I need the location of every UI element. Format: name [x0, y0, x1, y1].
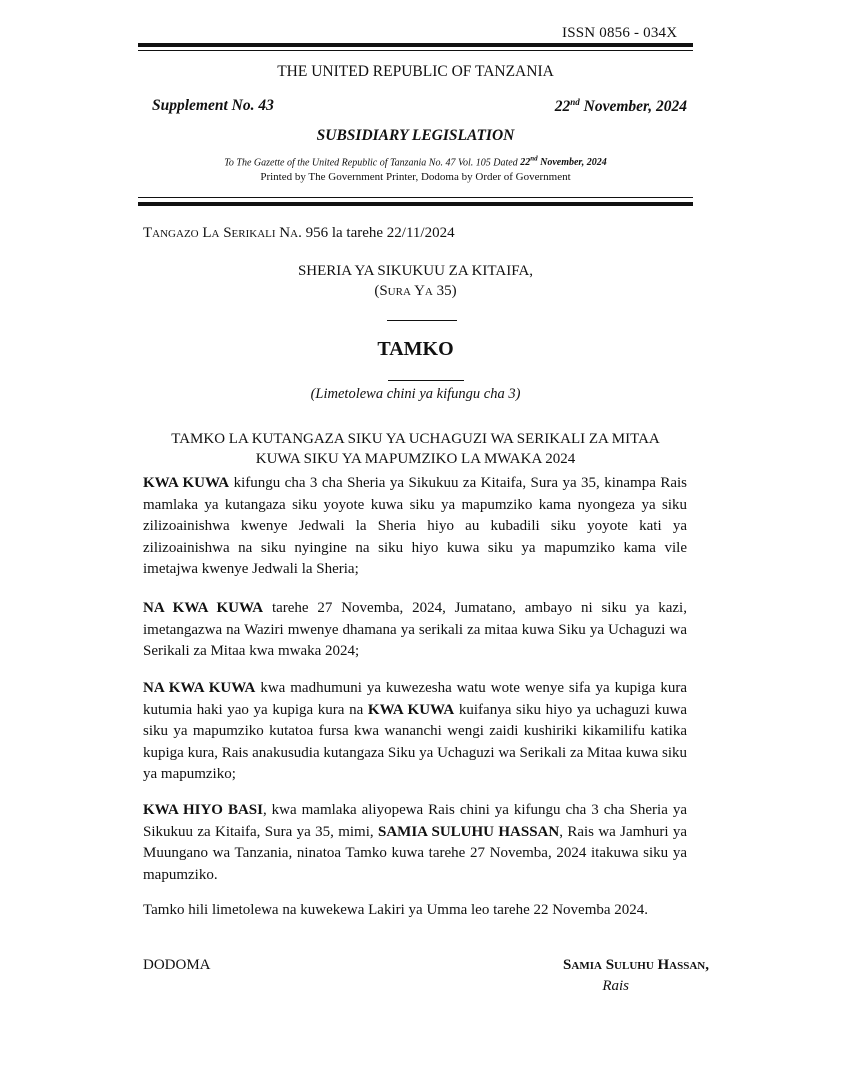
issn-number: ISSN 0856 - 034X [562, 25, 678, 41]
act-name: SHERIA YA SIKUKUU ZA KITAIFA, [297, 263, 534, 279]
header-top-thick-rule [138, 43, 693, 47]
printer-line: Printed by The Government Printer, Dodoma by Order of Government [260, 171, 571, 183]
gazette-reference: To The Gazette of the United Republic of Tanzania No. 47 Vol. 105 Dated 22nd November, 2024 [224, 155, 607, 169]
paragraph-issued: Tamko hili limetolewa na kuwekewa Lakiri ya Umma leo tarehe 22 Novemba 2024. [143, 902, 649, 918]
declaration-heading-line-2: KUWA SIKU YA MAPUMZIKO LA MWAKA 2024 [255, 451, 576, 468]
enabling-section-note: (Limetolewa chini ya kifungu cha 3) [310, 386, 521, 402]
paragraph-therefore: KWA HIYO BASI, kwa mamlaka aliyopewa Rais chini ya kifungu cha 3 cha Sheria ya Sikukuu za Kitaifa, Sura ya 35, mimi, SAMIA SULUHU HASSAN, Rais wa Jamhuri ya Muungano wa Tanzania, ninatoa Tamko kuwa tarehe 27 Novemba, 2024 itakuwa siku ya mapumziko. [143, 802, 687, 883]
declaration-heading [138, 429, 693, 470]
header-bottom-thin-rule [138, 197, 693, 198]
supplement-date: 22nd November, 2024 [554, 97, 687, 116]
republic-title: THE UNITED REPUBLIC OF TANZANIA [277, 63, 554, 80]
document-title: TAMKO [377, 338, 454, 360]
header-bottom-thick-rule [138, 202, 693, 206]
separator-rule [387, 320, 457, 321]
act-title [138, 261, 693, 302]
title-underline-rule [388, 380, 464, 381]
paragraph-whereas-1: KWA KUWA kifungu cha 3 cha Sheria ya Sikukuu za Kitaifa, Sura ya 35, kinampa Rais mamlaka ya kutangaza siku yoyote kuwa siku ya mapumziko kama nyongeza ya siku zilizoainishwa kwenye Jedwali la Sheria hiyo au kubadili siku yoyote kati ya zilizoainishwa na siku nyingine na siku hiyo kuwa siku ya mapumziko kama vile imetajwa kwenye Jedwali la Sheria; [143, 475, 687, 577]
act-chapter: (Sura Ya 35) [374, 283, 457, 300]
header-top-thin-rule [138, 50, 693, 51]
signing-place: DODOMA [143, 957, 211, 973]
signatory-name: Samia Suluhu Hassan, [563, 957, 709, 973]
government-notice-number: Tangazo La Serikali Na. 956 la tarehe 22/11/2024 [143, 225, 455, 241]
signatory-title: Rais [602, 978, 629, 994]
paragraph-whereas-3: NA KWA KUWA kwa madhumuni ya kuwezesha watu wote wenye sifa ya kupiga kura kutumia haki yao ya kupiga kura na KWA KUWA kuifanya siku hiyo ya uchaguzi kuwa siku ya mapumziko kutatoa fursa kwa wananchi wengi zaidi kushiriki kikamilifu katika kupiga kura, Rais anakusudia kutangaza Siku ya Uchaguzi wa Serikali za Mitaa kuwa siku ya mapumziko; [143, 680, 688, 782]
paragraph-whereas-2: NA KWA KUWA tarehe 27 Novemba, 2024, Jumatano, ambayo ni siku ya kazi, imetangazwa na Waziri mwenye dhamana ya serikali za mitaa kuwa Siku ya Uchaguzi wa Serikali za Mitaa kwa mwaka 2024; [143, 600, 687, 659]
subsidiary-legislation-heading: SUBSIDIARY LEGISLATION [316, 127, 515, 144]
declaration-heading-line-1: TAMKO LA KUTANGAZA SIKU YA UCHAGUZI WA SERIKALI ZA MITAA [171, 431, 660, 447]
supplement-number: Supplement No. 43 [152, 97, 274, 114]
